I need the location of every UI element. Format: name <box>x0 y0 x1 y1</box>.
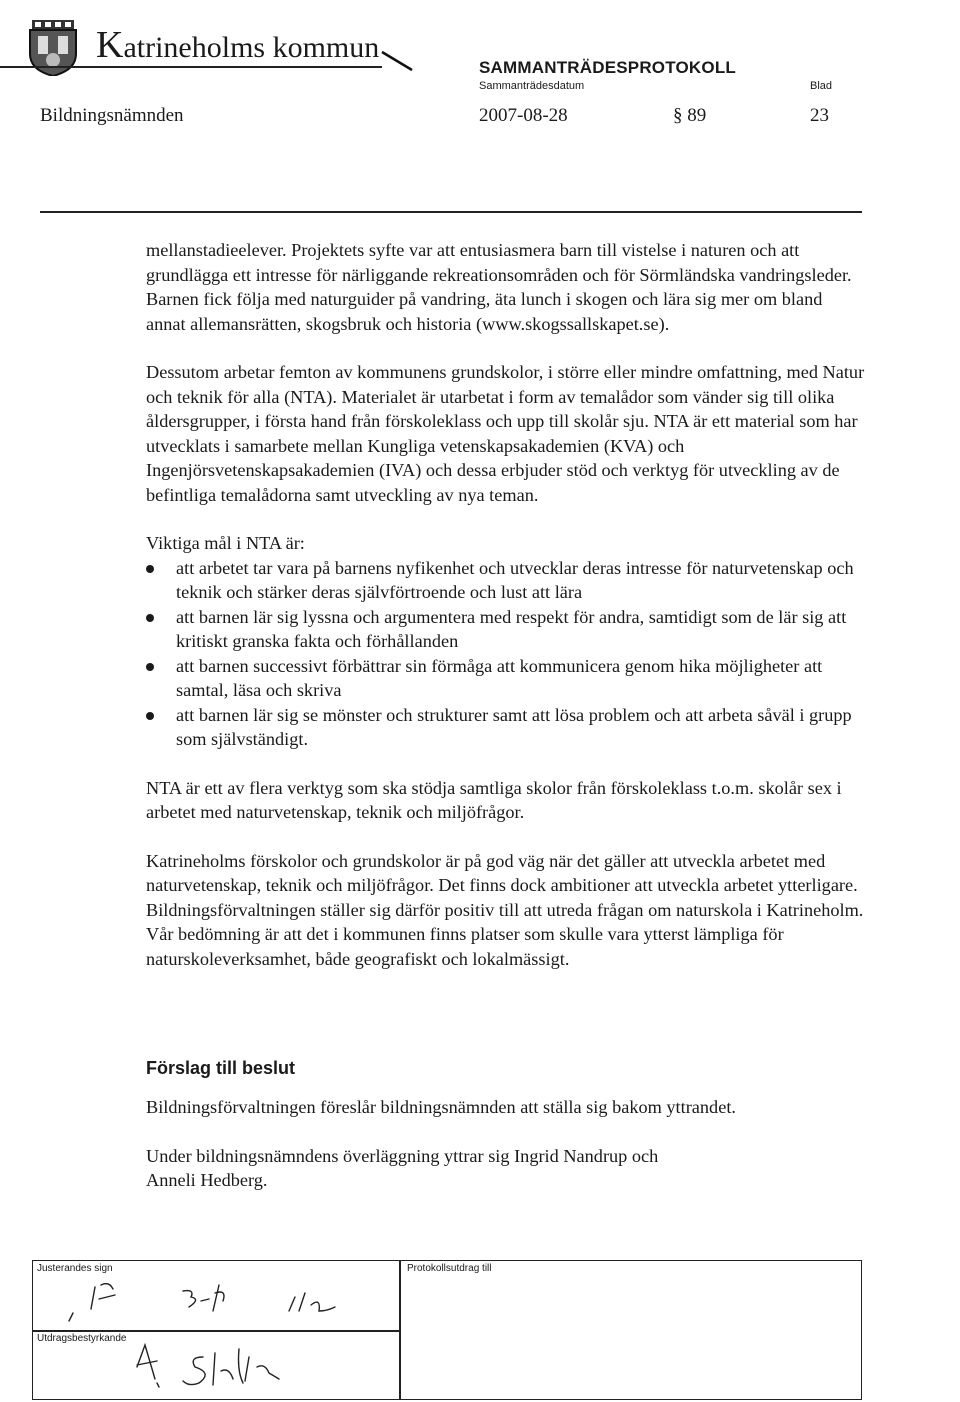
date-label: Sammanträdesdatum <box>479 80 585 92</box>
decision-content <box>146 1095 866 1193</box>
bullet-icon <box>146 712 154 720</box>
bullet-icon <box>146 663 154 671</box>
bullet-icon <box>146 565 154 573</box>
list-item: att barnen lär sig lyssna och argumentera med respekt för andra, samtidigt som de lär sig att kritiskt granska fakta och förhållanden <box>146 605 866 654</box>
paragraph-deliberation: Under bildningsnämndens överläggning yttrar sig Ingrid Nandrup och Anneli Hedberg. <box>146 1145 659 1190</box>
paragraph-tools: NTA är ett av flera verktyg som ska stödja samtliga skolor från förskoleklass t.o.m. skolår sex i arbetet med naturvetenskap, teknik och miljöfrågor. <box>146 777 842 822</box>
list-item: att barnen lär sig se mönster och strukturer samt att lösa problem och att arbeta såväl i grupp som självständigt. <box>146 703 866 752</box>
doc-type: SAMMANTRÄDESPROTOKOLL <box>479 58 736 77</box>
extract-box <box>400 1260 862 1400</box>
protokollsutdrag-label: Protokollsutdrag till <box>407 1263 492 1274</box>
page-number: 23 <box>810 105 829 126</box>
main-content <box>146 238 866 971</box>
divider <box>40 211 862 213</box>
list-item: att barnen successivt förbättrar sin förmåga att kommunicera genom hika möjligheter att samtal, läsa och skriva <box>146 654 866 703</box>
justerandes-label: Justerandes sign <box>37 1263 113 1274</box>
page-label: Blad <box>810 80 833 92</box>
goals-intro: Viktiga mål i NTA är: <box>146 533 305 553</box>
organization-logotype: Katrineholms kommun <box>96 24 380 66</box>
paragraph-proposal: Bildningsförvaltningen föreslår bildningsnämnden att ställa sig bakom yttrandet. <box>146 1097 736 1117</box>
paragraph-project: mellanstadieelever. Projektets syfte var att entusiasmera barn till vistelse i naturen och att grundlägga ett intresse för närliggande rekreationsområden och för Sörmländska vandringsleder. Barnen fick följa med naturguider på vandring, äta lunch i skogen och lära sig mer om bland annat allemansrätten, skogsbruk och historia (www.skogssallskapet.se). <box>146 240 852 334</box>
meeting-date: 2007-08-28 <box>479 105 568 126</box>
handwritten-signatures <box>33 1261 401 1401</box>
organization-name <box>96 24 380 66</box>
header-rule <box>0 66 382 68</box>
utdragsbestyrkande-label: Utdragsbestyrkande <box>37 1333 127 1344</box>
signature-box <box>32 1260 400 1400</box>
goals-list <box>146 556 866 752</box>
logo-slash-mark <box>380 50 416 72</box>
section-heading: Förslag till beslut <box>146 1058 296 1078</box>
municipal-crest-icon <box>26 20 80 76</box>
paragraph-number: § 89 <box>673 105 707 126</box>
paragraph-schools: Katrineholms förskolor och grundskolor är på god väg när det gäller att utveckla arbetet med naturvetenskap, teknik och miljöfrågor. Det finns dock ambitioner att utveckla arbetet ytterligare. Bildningsförvaltningen ställer sig därför positiv till att utreda frågan om naturskola i Katrineholm. Vår bedömning är att det i kommunen finns platser som skulle vara ytterst lämpliga för naturskoleverksamhet, både geografiskt och lokalmässigt. <box>146 850 864 969</box>
list-item: att arbetet tar vara på barnens nyfikenhet och utvecklar deras intresse för naturvetenskap och teknik och stärker deras självförtroende och lust att lära <box>146 556 866 605</box>
bullet-icon <box>146 614 154 622</box>
paragraph-nta: Dessutom arbetar femton av kommunens grundskolor, i större eller mindre omfattning, med Natur och teknik för alla (NTA). Materialet är utarbetat i form av temalådor som vänder sig till olika åldersgrupper, i första hand från förskoleklass och upp till skolår sju. NTA är ett material som har utvecklats i samarbete mellan Kungliga vetenskapsakademien (KVA) och Ingenjörsvetenskapsakademien (IVA) och dessa erbjuder stöd och verktyg för utveckling av de befintliga temalådorna samt utveckling av nya teman. <box>146 362 865 505</box>
committee-name: Bildningsnämnden <box>40 105 184 126</box>
